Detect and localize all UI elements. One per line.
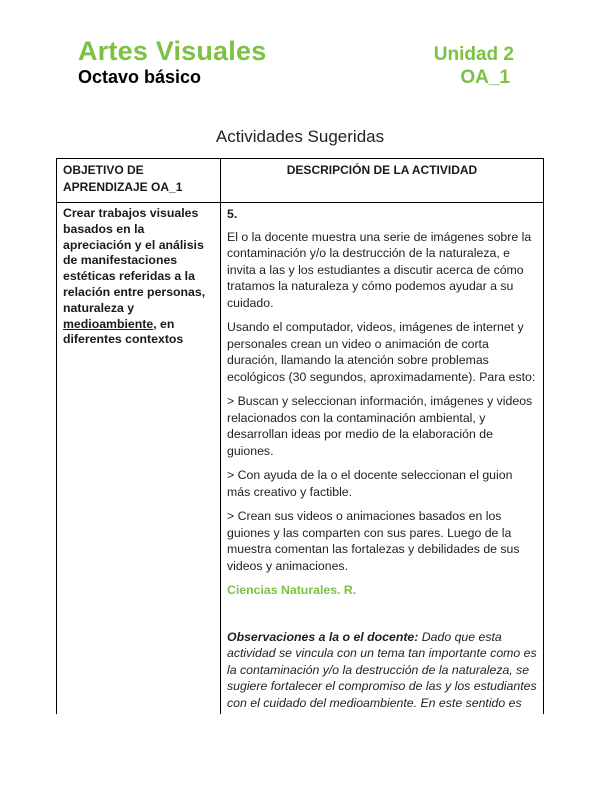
document-header (78, 36, 518, 89)
description-column-header: DESCRIPCIÓN DE LA ACTIVIDAD (286, 163, 478, 177)
activity-step: > Buscan y seleccionan información, imágenes y videos relacionados con la contaminación ambiental, y desarrollan ideas por medio de la elaboración de guiones. (227, 394, 533, 458)
activity-number: 5. (227, 207, 238, 221)
activity-paragraph: Usando el computador, videos, imágenes de internet y personales crean un video o animación de corta duración, llamando la atención sobre problemas ecológicos (30 segundos, aproximadamente). Para esto: (227, 320, 536, 384)
observations-label: Observaciones a la o el docente: (227, 629, 419, 644)
table-header-row (57, 159, 543, 203)
activities-table (56, 158, 544, 714)
objective-text: Crear trabajos visuales basados en la apreciación y el análisis de manifestaciones estéticas referidas a la relación entre personas, naturaleza y (63, 206, 206, 315)
objective-text-end: , en diferentes contextos (63, 316, 184, 347)
description-cell (221, 203, 543, 714)
objective-underlined-term: medioambiente (63, 316, 154, 331)
objective-cell (57, 203, 221, 714)
table-row (57, 203, 543, 714)
header-row-bottom (78, 67, 518, 89)
header-row-top (78, 36, 518, 67)
activity-step: > Crean sus videos o animaciones basados en los guiones y las comparten con sus pares. Luego de la muestra comentan las fortalezas y debilidades de sus videos y animaciones. (227, 509, 520, 573)
unit-label: Unidad 2 (433, 44, 514, 65)
section-title: Actividades Sugeridas (215, 127, 385, 146)
activity-paragraph: El o la docente muestra una serie de imágenes sobre la contaminación y/o la destrucción de la naturaleza, e invita a las y los estudiantes a discutir acerca de cómo tratamos la naturaleza y cómo podemos ayudar a su cuidado. (227, 229, 532, 310)
subject-title: Artes Visuales (78, 36, 267, 66)
observations-note (227, 629, 537, 712)
oa-label: OA_1 (460, 67, 510, 88)
objective-column-header: OBJETIVO DE APRENDIZAJE OA_1 (57, 159, 221, 202)
activity-step: > Con ayuda de la o el docente seleccionan el guion más creativo y factible. (227, 468, 513, 499)
observations-text: Dado que esta actividad se vincula con un tema tan importante como es la contaminación y/o la destrucción de la naturaleza, se sugiere fortalecer el compromiso de las y los estudiantes con el cuidado del medioambiente. En este sentido es (227, 629, 537, 710)
subject-link-label: Ciencias Naturales. R. (227, 583, 357, 597)
grade-label: Octavo básico (78, 67, 202, 87)
